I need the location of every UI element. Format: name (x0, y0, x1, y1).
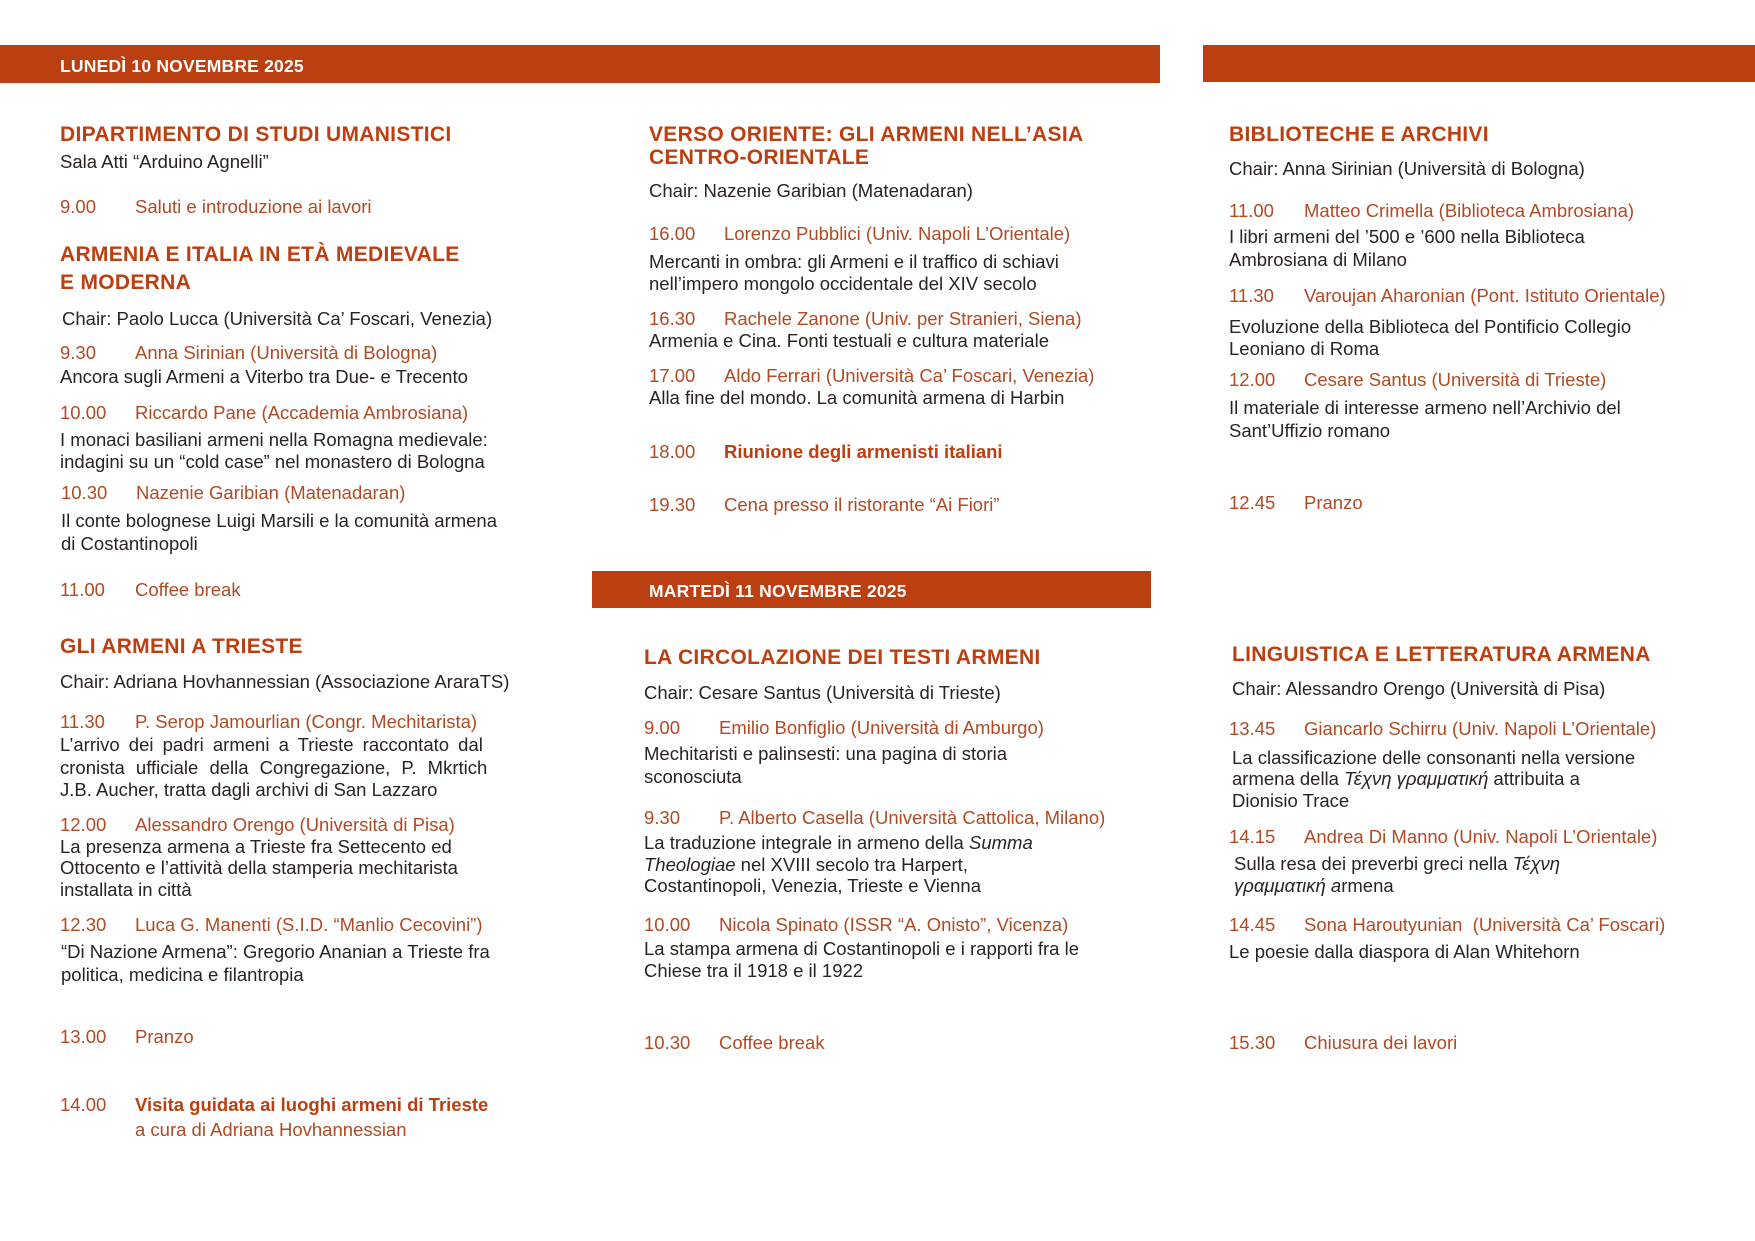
day2-banner-label: MARTEDÌ 11 NOVEMBRE 2025 (649, 581, 907, 601)
time: 11.00 (1229, 200, 1274, 221)
session-title: BIBLIOTECHE E ARCHIVI (1229, 123, 1489, 146)
talk-title: I libri armeni del ’500 e ’600 nella Biblioteca (1229, 226, 1585, 247)
speaker: Nazenie Garibian (Matenadaran) (136, 482, 406, 503)
talk-title: La classificazione delle consonanti nella versione (1232, 747, 1636, 768)
time: 12.00 (1229, 369, 1276, 390)
talk-time-speaker (60, 710, 477, 733)
session-chair: Chair: Cesare Santus (Università di Trieste) (644, 682, 1001, 703)
talk-title: Le poesie dalla diaspora di Alan Whitehorn (1229, 941, 1580, 962)
talk-title: La presenza armena a Trieste fra Settecento ed (60, 836, 452, 857)
label: Visita guidata ai luoghi armeni di Trieste (135, 1094, 489, 1115)
talk-title-line2: cronista ufficiale della Congregazione, P. Mkrtich (60, 757, 488, 778)
speaker: Emilio Bonfiglio (Università di Amburgo) (719, 717, 1044, 738)
talk-title-text: armena della (1232, 768, 1345, 789)
label: Pranzo (1304, 492, 1363, 513)
speaker: Rachele Zanone (Univ. per Stranieri, Siena) (724, 308, 1082, 329)
talk-time-speaker (60, 341, 437, 364)
speaker: Andrea Di Manno (Univ. Napoli L’Orientale) (1304, 826, 1658, 847)
time: 19.30 (649, 494, 696, 515)
talk-time-speaker (1229, 825, 1657, 848)
schedule-item-lunch (60, 1025, 194, 1048)
talk-title: Mercanti in ombra: gli Armeni e il traffico di schiavi (649, 251, 1059, 272)
speaker: Varoujan Aharonian (Pont. Istituto Orientale) (1304, 285, 1666, 306)
schedule-item-opening (60, 195, 372, 218)
time: 14.45 (1229, 914, 1276, 935)
schedule-item-meeting (649, 440, 1003, 463)
time: 9.30 (60, 342, 97, 363)
talk-time-speaker (61, 481, 405, 504)
time: 12.30 (60, 914, 107, 935)
talk-title: La stampa armena di Costantinopoli e i rapporti fra le (644, 938, 1079, 959)
time: 13.00 (60, 1026, 107, 1047)
speaker: Anna Sirinian (Università di Bologna) (135, 342, 438, 363)
talk-time-speaker (1229, 913, 1665, 936)
time: 11.00 (60, 579, 105, 600)
talk-title-line2: nell’impero mongolo occidentale del XIV secolo (649, 273, 1037, 294)
session-title: VERSO ORIENTE: GLI ARMENI NELL’ASIA (649, 123, 1084, 146)
session-chair: Chair: Alessandro Orengo (Università di Pisa) (1232, 678, 1606, 699)
talk-title-italic: Theologiae (644, 854, 736, 875)
talk-title-line2: Chiese tra il 1918 e il 1922 (644, 960, 864, 981)
schedule-item-dinner (649, 493, 1000, 516)
time: 14.00 (60, 1094, 107, 1115)
talk-title: Evoluzione della Biblioteca del Pontificio Collegio (1229, 316, 1632, 337)
talk-time-speaker (649, 364, 1094, 387)
speaker: P. Serop Jamourlian (Congr. Mechitarista) (135, 711, 478, 732)
talk-title-line2: sconosciuta (644, 766, 742, 787)
session-title-line2: CENTRO-ORIENTALE (649, 146, 870, 169)
session-chair: Chair: Nazenie Garibian (Matenadaran) (649, 180, 973, 201)
talk-title-line2: indagini su un “cold case” nel monastero di Bologna (60, 451, 485, 472)
talk-title: Il conte bolognese Luigi Marsili e la comunità armena (61, 510, 498, 531)
speaker: Luca G. Manenti (S.I.D. “Manlio Cecovini”) (135, 914, 483, 935)
talk-title-line2: di Costantinopoli (61, 533, 198, 554)
session-title: ARMENIA E ITALIA IN ETÀ MEDIEVALE (60, 243, 460, 266)
talk-title-text: La traduzione integrale in armeno della (644, 832, 969, 853)
talk-title-line3: J.B. Aucher, tratta dagli archivi di San Lazzaro (60, 779, 438, 800)
session-title-line2: E MODERNA (60, 271, 192, 294)
speaker: Nicola Spinato (ISSR “A. Onisto”, Vicenza) (719, 914, 1069, 935)
speaker: Lorenzo Pubblici (Univ. Napoli L’Orientale) (724, 223, 1071, 244)
talk-title-line2 (644, 854, 968, 877)
talk-title-italic: Summa (969, 832, 1033, 853)
label: Coffee break (135, 579, 241, 600)
talk-time-speaker (644, 913, 1068, 936)
talk-title-line3: Costantinopoli, Venezia, Trieste e Vienna (644, 875, 981, 896)
time: 15.30 (1229, 1032, 1276, 1053)
venue-title: DIPARTIMENTO DI STUDI UMANISTICI (60, 123, 452, 146)
talk-title-text: rmena (1341, 875, 1394, 896)
talk-title: Alla fine del mondo. La comunità armena di Harbin (649, 387, 1065, 408)
label: Cena presso il ristorante “Ai Fiori” (724, 494, 1000, 515)
talk-title-italic: Τέχνη (1512, 853, 1561, 874)
talk-time-speaker (649, 222, 1070, 245)
talk-title: Mechitaristi e palinsesti: una pagina di storia (644, 743, 1007, 764)
talk-time-speaker (60, 813, 455, 836)
time: 11.30 (1229, 285, 1274, 306)
session-chair: Chair: Anna Sirinian (Università di Bologna) (1229, 158, 1585, 179)
talk-time-speaker (644, 716, 1044, 739)
talk-title-italic: γραμματική a (1234, 875, 1342, 896)
talk-time-speaker (1229, 199, 1634, 222)
talk-title-line3: installata in città (60, 879, 192, 900)
day1-banner-continuation (1203, 45, 1755, 82)
time: 12.00 (60, 814, 107, 835)
talk-title: I monaci basiliani armeni nella Romagna medievale: (60, 429, 488, 450)
talk-title: Armenia e Cina. Fonti testuali e cultura materiale (649, 330, 1049, 351)
label: Coffee break (719, 1032, 825, 1053)
speaker: Matteo Crimella (Biblioteca Ambrosiana) (1304, 200, 1635, 221)
time: 13.45 (1229, 718, 1276, 739)
schedule-item-closing (1229, 1031, 1457, 1054)
speaker: Alessandro Orengo (Università di Pisa) (135, 814, 455, 835)
talk-title: “Di Nazione Armena”: Gregorio Ananian a Trieste fra (61, 941, 490, 962)
schedule-item-guided-visit (60, 1093, 488, 1116)
time: 9.00 (60, 196, 97, 217)
talk-title-text: nel XVIII secolo tra Harpert, (735, 854, 968, 875)
speaker: Cesare Santus (Università di Trieste) (1304, 369, 1607, 390)
talk-title: Ancora sugli Armeni a Viterbo tra Due- e Trecento (60, 366, 468, 387)
label: Saluti e introduzione ai lavori (135, 196, 372, 217)
talk-title-line2 (1232, 768, 1580, 791)
time: 17.00 (649, 365, 696, 386)
talk-title: Il materiale di interesse armeno nell’Archivio del (1229, 397, 1621, 418)
talk-title-line2: Sant’Uffizio romano (1229, 420, 1391, 441)
session-title: GLI ARMENI A TRIESTE (60, 635, 303, 658)
talk-time-speaker (1229, 284, 1666, 307)
talk-title: L’arrivo dei padri armeni a Trieste raccontato dal (60, 734, 483, 755)
talk-title-text: Sulla resa dei preverbi greci nella (1234, 853, 1513, 874)
guided-visit-curator: a cura di Adriana Hovhannessian (135, 1119, 407, 1140)
label: Riunione degli armenisti italiani (724, 441, 1003, 462)
session-chair: Chair: Paolo Lucca (Università Ca’ Foscari, Venezia) (62, 308, 493, 329)
time: 10.00 (60, 402, 107, 423)
speaker: Giancarlo Schirru (Univ. Napoli L’Orientale) (1304, 718, 1657, 739)
label: Pranzo (135, 1026, 194, 1047)
time: 16.00 (649, 223, 696, 244)
talk-title-line2: Ottocento e l’attività della stamperia mechitarista (60, 857, 458, 878)
time: 16.30 (649, 308, 696, 329)
talk-title (644, 832, 1033, 855)
time: 9.30 (644, 807, 681, 828)
venue-room: Sala Atti “Arduino Agnelli” (60, 151, 269, 172)
speaker: P. Alberto Casella (Università Cattolica, Milano) (719, 807, 1106, 828)
talk-title-line2: politica, medicina e filantropia (61, 964, 304, 985)
speaker: Aldo Ferrari (Università Ca’ Foscari, Venezia) (724, 365, 1095, 386)
talk-time-speaker (60, 913, 483, 936)
talk-title-text: attribuita a (1488, 768, 1580, 789)
time: 10.30 (644, 1032, 691, 1053)
time: 9.00 (644, 717, 681, 738)
session-title: LA CIRCOLAZIONE DEI TESTI ARMENI (644, 646, 1041, 669)
time: 12.45 (1229, 492, 1276, 513)
talk-time-speaker (649, 307, 1082, 330)
time: 10.30 (61, 482, 108, 503)
talk-title-line3: Dionisio Trace (1232, 790, 1350, 811)
time: 14.15 (1229, 826, 1276, 847)
label: Chiusura dei lavori (1304, 1032, 1458, 1053)
time: 10.00 (644, 914, 691, 935)
talk-time-speaker (1229, 717, 1656, 740)
schedule-item-coffee-break (644, 1031, 825, 1054)
time: 11.30 (60, 711, 105, 732)
talk-time-speaker (1229, 368, 1606, 391)
talk-time-speaker (60, 401, 468, 424)
talk-title (1234, 853, 1560, 876)
speaker: Sona Haroutyunian (Università Ca’ Foscari) (1304, 914, 1666, 935)
session-chair: Chair: Adriana Hovhannessian (Associazione AraraTS) (60, 671, 510, 692)
session-title: LINGUISTICA E LETTERATURA ARMENA (1232, 643, 1651, 666)
talk-title-line2: Ambrosiana di Milano (1229, 249, 1407, 270)
schedule-item-lunch (1229, 491, 1363, 514)
speaker: Riccardo Pane (Accademia Ambrosiana) (135, 402, 469, 423)
schedule-item-coffee-break (60, 578, 241, 601)
time: 18.00 (649, 441, 696, 462)
talk-title-line2: Leoniano di Roma (1229, 338, 1380, 359)
talk-title-italic: Τέχνη γραμματική (1344, 768, 1489, 789)
talk-title-line2 (1234, 875, 1394, 898)
talk-time-speaker (644, 806, 1105, 829)
day1-banner-label: LUNEDÌ 10 NOVEMBRE 2025 (60, 56, 304, 76)
